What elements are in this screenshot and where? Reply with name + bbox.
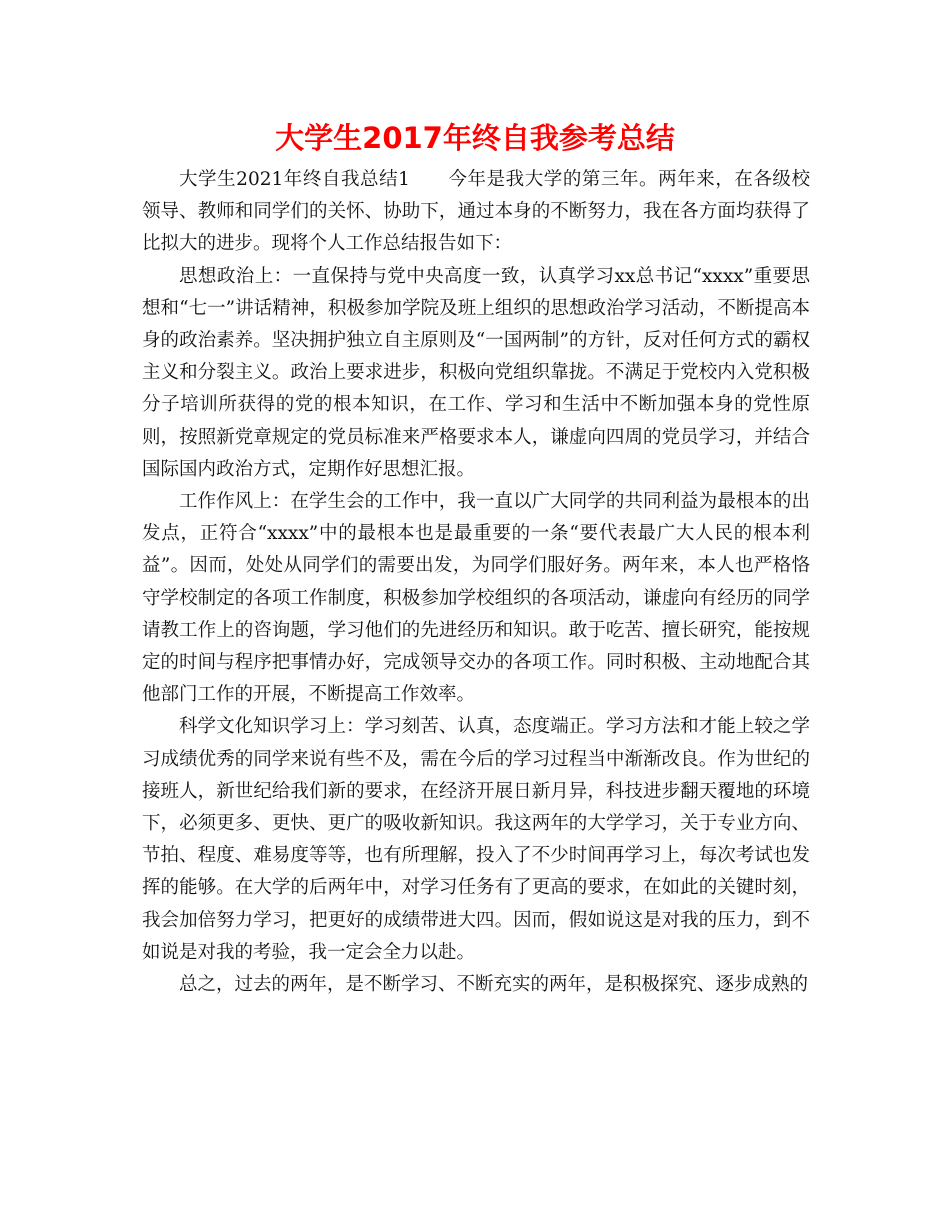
- paragraph-1-text: 今年是我大学的第三年。两年来，在各级校领导、教师和同学们的关怀、协助下，通过本身的不断努力，我在各方面均获得了比拟大的进步。现将个人工作总结报告如下：: [142, 169, 810, 255]
- intro-heading: 大学生2021年终自我总结1: [179, 169, 410, 190]
- paragraph-work-style: 工作作风上：在学生会的工作中，我一直以广大同学的共同利益为最根本的出发点，正符合“xxxx”中的最根本也是最重要的一条“要代表最广大人民的根本利益”。因而，处处从同学们的需要出发，为同学们服好务。两年来，本人也严格恪守学校制定的各项工作制度，积极参加学校组织的各项活动，谦虚向有经历的同学请教工作上的咨询题，学习他们的先进经历和知识。敢于吃苦、擅长研究，能按规定的时间与程序把事情办好，完成领导交办的各项工作。同时积极、主动地配合其他部门工作的开展，不断提高工作效率。: [142, 491, 810, 706]
- document-title: 大学生2017年终自我参考总结: [275, 121, 675, 155]
- paragraph-study: 科学文化知识学习上：学习刻苦、认真，态度端正。学习方法和才能上较之学习成绩优秀的同学来说有些不及，需在今后的学习过程当中渐渐改良。作为世纪的接班人，新世纪给我们新的要求，在经济开展日新月异，科技进步翻天覆地的环境下，必须更多、更快、更广的吸收新知识。我这两年的大学学习，关于专业方向、节拍、程度、难易度等等，也有所理解，投入了不少时间再学习上，每次考试也发挥的能够。在大学的后两年中，对学习任务有了更高的要求，在如此的关键时刻，我会加倍努力学习，把更好的成绩带进大四。因而，假如说这是对我的压力，到不如说是对我的考验，我一定会全力以赴。: [142, 716, 810, 963]
- paragraph-ideology: 思想政治上：一直保持与党中央高度一致，认真学习xx总书记“xxxx”重要思想和“七一”讲话精神，积极参加学院及班上组织的思想政治学习活动，不断提高本身的政治素养。坚决拥护独立自主原则及“一国两制”的方针，反对任何方式的霸权主义和分裂主义。政治上要求进步，积极向党组织靠拢。不满足于党校内入党积极分子培训所获得的党的根本知识，在工作、学习和生活中不断加强本身的党性原则，按照新党章规定的党员标准来严格要求本人，谦虚向四周的党员学习，并结合国际国内政治方式，定期作好思想汇报。: [142, 265, 810, 480]
- document-body: [142, 164, 810, 1001]
- paragraph-summary: 总之，过去的两年，是不断学习、不断充实的两年，是积极探究、逐步成熟的: [179, 974, 809, 996]
- paragraph-intro: [142, 164, 810, 261]
